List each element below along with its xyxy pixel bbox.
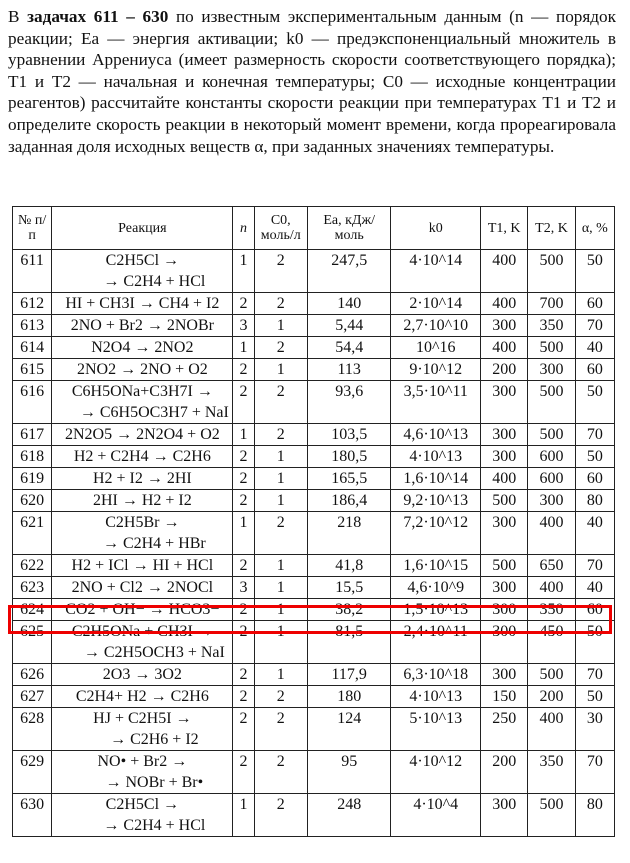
a-cell: 80: [575, 794, 614, 837]
k0-cell: 4,6·10^9: [391, 577, 481, 599]
n-cell: 2: [233, 664, 254, 686]
intro-text-body: по известным экспериментальным данным (n — порядок реакции; Eа — энергия активации; k0 — предэкспоненциальный множитель в уравнении Аррениуса (имеет размерность скорости соответствующего порядка); T1 и T2 — начальная и конечная температуры; C0 — исходные концентрации реагентов) рассчитайте константы скорости реакции при температурах T1 и T2 и определите скорость реакции в некоторый момент времени, когда прореагировала заданная доля исходных веществ α, при заданных значениях температуры.: [8, 7, 616, 156]
reaction-cell: [52, 337, 233, 359]
c0-cell: 1: [254, 555, 307, 577]
k0-cell: 1,6·10^14: [391, 468, 481, 490]
num-cell: 620: [13, 490, 52, 512]
n-cell: 1: [233, 337, 254, 359]
num-cell: 622: [13, 555, 52, 577]
header-t2: T2, K: [528, 207, 575, 250]
t1-cell: 500: [481, 555, 528, 577]
c0-cell: 1: [254, 621, 307, 664]
n-cell: 2: [233, 686, 254, 708]
k0-cell: 6,3·10^18: [391, 664, 481, 686]
table-row: [13, 293, 615, 315]
num-cell: 618: [13, 446, 52, 468]
a-cell: 70: [575, 315, 614, 337]
ea-cell: 218: [307, 512, 391, 555]
num-cell: 619: [13, 468, 52, 490]
c0-cell: 1: [254, 446, 307, 468]
a-cell: 80: [575, 490, 614, 512]
header-c0: C0, моль/л: [254, 207, 307, 250]
t2-cell: 500: [528, 337, 575, 359]
t2-cell: 650: [528, 555, 575, 577]
c0-cell: 1: [254, 577, 307, 599]
t2-cell: 400: [528, 512, 575, 555]
t1-cell: 300: [481, 664, 528, 686]
t1-cell: 300: [481, 599, 528, 621]
ea-cell: 117,9: [307, 664, 391, 686]
c0-cell: 2: [254, 708, 307, 751]
reaction-line-1: NO• + Br2 →: [97, 753, 188, 770]
num-cell: 629: [13, 751, 52, 794]
header-k0: k0: [391, 207, 481, 250]
t2-cell: 350: [528, 599, 575, 621]
k0-cell: 4·10^4: [391, 794, 481, 837]
reaction-cell: [52, 424, 233, 446]
table-row: [13, 664, 615, 686]
reaction-cell: [52, 664, 233, 686]
num-cell: 623: [13, 577, 52, 599]
reaction-line-1: H2 + C2H4 → C2H6: [73, 448, 211, 465]
ea-cell: 95: [307, 751, 391, 794]
reaction-line-1: C6H5ONa+C3H7I →: [71, 383, 213, 400]
problem-statement: [8, 6, 616, 157]
n-cell: 1: [233, 424, 254, 446]
table-row: [13, 468, 615, 490]
t2-cell: 500: [528, 794, 575, 837]
ea-cell: 165,5: [307, 468, 391, 490]
ea-cell: 180: [307, 686, 391, 708]
table-row: [13, 381, 615, 424]
t1-cell: 300: [481, 577, 528, 599]
a-cell: 50: [575, 250, 614, 293]
n-cell: 1: [233, 794, 254, 837]
reaction-cell: [52, 490, 233, 512]
t1-cell: 150: [481, 686, 528, 708]
t1-cell: 400: [481, 337, 528, 359]
t1-cell: 400: [481, 250, 528, 293]
ea-cell: 186,4: [307, 490, 391, 512]
reaction-data-table: [12, 206, 615, 837]
c0-cell: 2: [254, 337, 307, 359]
num-cell: 615: [13, 359, 52, 381]
reaction-cell: [52, 468, 233, 490]
num-cell: 613: [13, 315, 52, 337]
reaction-cell: [52, 381, 233, 424]
reaction-cell: [52, 577, 233, 599]
t2-cell: 400: [528, 708, 575, 751]
n-cell: 2: [233, 381, 254, 424]
ea-cell: 93,6: [307, 381, 391, 424]
a-cell: 70: [575, 664, 614, 686]
table-row: [13, 490, 615, 512]
header-alpha: α, %: [575, 207, 614, 250]
t1-cell: 300: [481, 446, 528, 468]
k0-cell: 4,6·10^13: [391, 424, 481, 446]
ea-cell: 248: [307, 794, 391, 837]
table-row: [13, 446, 615, 468]
reaction-line-2: → C6H5OC3H7 + NaI: [79, 404, 229, 421]
t1-cell: 250: [481, 708, 528, 751]
k0-cell: 4·10^13: [391, 686, 481, 708]
num-cell: 621: [13, 512, 52, 555]
reaction-cell: [52, 250, 233, 293]
header-n: n: [233, 207, 254, 250]
ea-cell: 38,2: [307, 599, 391, 621]
k0-cell: 4·10^14: [391, 250, 481, 293]
t2-cell: 200: [528, 686, 575, 708]
reaction-cell: [52, 293, 233, 315]
ea-cell: 124: [307, 708, 391, 751]
n-cell: 2: [233, 293, 254, 315]
k0-cell: 5·10^13: [391, 708, 481, 751]
reaction-line-1: HI + CH3I → CH4 + I2: [65, 295, 220, 312]
table-header-row: [13, 207, 615, 250]
reaction-line-1: H2 + ICl → HI + HCl: [71, 557, 214, 574]
t2-cell: 500: [528, 250, 575, 293]
c0-cell: 1: [254, 468, 307, 490]
c0-cell: 2: [254, 686, 307, 708]
num-cell: 626: [13, 664, 52, 686]
c0-cell: 2: [254, 381, 307, 424]
table-row: [13, 686, 615, 708]
n-cell: 2: [233, 468, 254, 490]
t1-cell: 400: [481, 468, 528, 490]
t1-cell: 300: [481, 424, 528, 446]
reaction-cell: [52, 315, 233, 337]
header-t1: T1, K: [481, 207, 528, 250]
t1-cell: 300: [481, 621, 528, 664]
t2-cell: 600: [528, 468, 575, 490]
n-cell: 2: [233, 599, 254, 621]
t2-cell: 600: [528, 446, 575, 468]
t2-cell: 500: [528, 664, 575, 686]
a-cell: 50: [575, 686, 614, 708]
ea-cell: 41,8: [307, 555, 391, 577]
table-row: [13, 555, 615, 577]
n-cell: 3: [233, 315, 254, 337]
c0-cell: 2: [254, 250, 307, 293]
k0-cell: 7,2·10^12: [391, 512, 481, 555]
ea-cell: 103,5: [307, 424, 391, 446]
t1-cell: 400: [481, 293, 528, 315]
header-ea: Ea, кДж/моль: [307, 207, 391, 250]
c0-cell: 2: [254, 424, 307, 446]
k0-cell: 2,7·10^10: [391, 315, 481, 337]
n-cell: 2: [233, 751, 254, 794]
c0-cell: 1: [254, 359, 307, 381]
table-row: [13, 751, 615, 794]
num-cell: 628: [13, 708, 52, 751]
num-cell: 616: [13, 381, 52, 424]
ea-cell: 15,5: [307, 577, 391, 599]
c0-cell: 2: [254, 751, 307, 794]
t2-cell: 700: [528, 293, 575, 315]
table-row: [13, 512, 615, 555]
a-cell: 60: [575, 468, 614, 490]
a-cell: 50: [575, 446, 614, 468]
reaction-cell: [52, 708, 233, 751]
ea-cell: 54,4: [307, 337, 391, 359]
reaction-line-1: 2NO2 → 2NO + O2: [76, 361, 208, 378]
reaction-line-1: C2H5Cl →: [105, 796, 180, 813]
ea-cell: 5,44: [307, 315, 391, 337]
t1-cell: 300: [481, 315, 528, 337]
reaction-line-1: N2O4 → 2NO2: [91, 339, 194, 356]
a-cell: 70: [575, 424, 614, 446]
a-cell: 40: [575, 512, 614, 555]
reaction-line-1: C2H5Cl →: [105, 252, 180, 269]
t1-cell: 300: [481, 381, 528, 424]
a-cell: 70: [575, 751, 614, 794]
num-cell: 624: [13, 599, 52, 621]
a-cell: 70: [575, 555, 614, 577]
n-cell: 2: [233, 490, 254, 512]
table-row: [13, 315, 615, 337]
ea-cell: 113: [307, 359, 391, 381]
ea-cell: 247,5: [307, 250, 391, 293]
t2-cell: 500: [528, 424, 575, 446]
reaction-line-2: → C2H6 + I2: [110, 731, 199, 748]
a-cell: 40: [575, 577, 614, 599]
header-reaction: Реакция: [52, 207, 233, 250]
t1-cell: 200: [481, 751, 528, 794]
reaction-line-1: C2H4+ H2 → C2H6: [75, 688, 209, 705]
t1-cell: 300: [481, 794, 528, 837]
t2-cell: 350: [528, 315, 575, 337]
reaction-line-1: H2 + I2 → 2HI: [92, 470, 192, 487]
a-cell: 60: [575, 599, 614, 621]
num-cell: 614: [13, 337, 52, 359]
num-cell: 617: [13, 424, 52, 446]
ea-cell: 180,5: [307, 446, 391, 468]
num-cell: 611: [13, 250, 52, 293]
header-num: № п/п: [13, 207, 52, 250]
reaction-line-2: → C2H4 + HBr: [102, 535, 206, 552]
c0-cell: 1: [254, 315, 307, 337]
num-cell: 625: [13, 621, 52, 664]
problem-range: задачах 611 – 630: [27, 7, 169, 26]
k0-cell: 1,5·10^13: [391, 599, 481, 621]
a-cell: 30: [575, 708, 614, 751]
table-row: [13, 337, 615, 359]
t1-cell: 200: [481, 359, 528, 381]
n-cell: 2: [233, 555, 254, 577]
reaction-cell: [52, 555, 233, 577]
num-cell: 630: [13, 794, 52, 837]
n-cell: 2: [233, 359, 254, 381]
highlight-box: [8, 605, 612, 634]
c0-cell: 2: [254, 293, 307, 315]
table-row: [13, 359, 615, 381]
a-cell: 40: [575, 337, 614, 359]
c0-cell: 1: [254, 664, 307, 686]
reaction-line-1: C2H5ONa + CH3I →: [71, 623, 213, 640]
k0-cell: 3,5·10^11: [391, 381, 481, 424]
k0-cell: 4·10^12: [391, 751, 481, 794]
a-cell: 60: [575, 293, 614, 315]
k0-cell: 9·10^12: [391, 359, 481, 381]
table-row: [13, 794, 615, 837]
table-row: [13, 250, 615, 293]
reaction-line-2: → C2H5OCH3 + NaI: [83, 644, 225, 661]
n-cell: 1: [233, 512, 254, 555]
k0-cell: 1,6·10^15: [391, 555, 481, 577]
reaction-line-1: 2N2O5 → 2N2O4 + O2: [64, 426, 220, 443]
t2-cell: 450: [528, 621, 575, 664]
t1-cell: 500: [481, 490, 528, 512]
reaction-line-1: HJ + C2H5I →: [93, 710, 192, 727]
k0-cell: 9,2·10^13: [391, 490, 481, 512]
reaction-line-1: C2H5Br →: [105, 514, 180, 531]
reaction-line-1: 2NO + Br2 → 2NOBr: [70, 317, 214, 334]
n-cell: 1: [233, 250, 254, 293]
c0-cell: 1: [254, 599, 307, 621]
reaction-cell: [52, 446, 233, 468]
n-cell: 2: [233, 621, 254, 664]
t2-cell: 500: [528, 381, 575, 424]
t1-cell: 300: [481, 512, 528, 555]
reaction-cell: [52, 794, 233, 837]
reaction-line-2: → C2H4 + HCl: [103, 273, 206, 290]
a-cell: 50: [575, 381, 614, 424]
table-row: [13, 577, 615, 599]
t2-cell: 300: [528, 359, 575, 381]
reaction-cell: [52, 751, 233, 794]
ea-cell: 81,5: [307, 621, 391, 664]
n-cell: 3: [233, 577, 254, 599]
t2-cell: 300: [528, 490, 575, 512]
c0-cell: 2: [254, 512, 307, 555]
reaction-line-2: → NOBr + Br•: [105, 774, 204, 791]
a-cell: 50: [575, 621, 614, 664]
reaction-line-2: → C2H4 + HCl: [103, 817, 206, 834]
reaction-line-1: 2HI → H2 + I2: [92, 492, 192, 509]
t2-cell: 350: [528, 751, 575, 794]
num-cell: 612: [13, 293, 52, 315]
reaction-line-1: 2NO + Cl2 → 2NOCl: [71, 579, 214, 596]
t2-cell: 400: [528, 577, 575, 599]
n-cell: 2: [233, 708, 254, 751]
intro-text-start: В: [8, 7, 28, 26]
k0-cell: 2,4·10^11: [391, 621, 481, 664]
reaction-cell: [52, 512, 233, 555]
reaction-cell: [52, 359, 233, 381]
c0-cell: 2: [254, 794, 307, 837]
k0-cell: 2·10^14: [391, 293, 481, 315]
reaction-line-1: 2O3 → 3O2: [102, 666, 182, 683]
c0-cell: 1: [254, 490, 307, 512]
ea-cell: 140: [307, 293, 391, 315]
reaction-line-1: CO2 + OH− → HCO3−: [65, 601, 220, 618]
table-body: [13, 250, 615, 837]
k0-cell: 4·10^13: [391, 446, 481, 468]
n-cell: 2: [233, 446, 254, 468]
k0-cell: 10^16: [391, 337, 481, 359]
table-row: [13, 424, 615, 446]
a-cell: 60: [575, 359, 614, 381]
table-row: [13, 708, 615, 751]
reaction-cell: [52, 686, 233, 708]
num-cell: 627: [13, 686, 52, 708]
